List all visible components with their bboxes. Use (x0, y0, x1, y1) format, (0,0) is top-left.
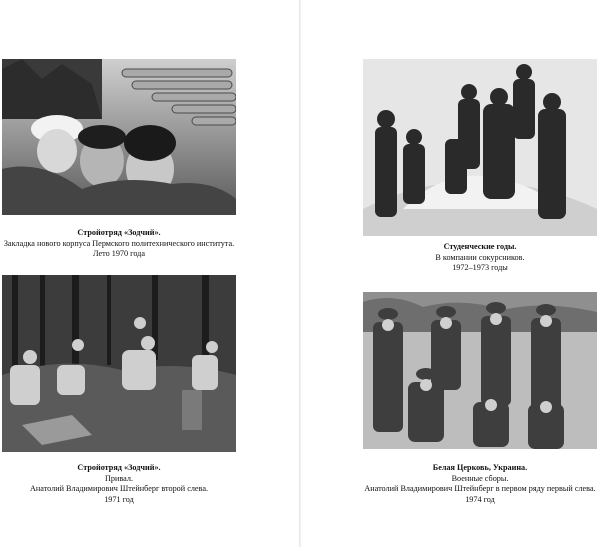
caption-title: Студенческие годы. (443, 242, 517, 251)
photo-rest-stop-1971 (2, 275, 236, 452)
caption-line: Закладка нового корпуса Пермского политехнического института. (3, 238, 235, 248)
caption-line: Анатолий Владимирович Штейнберг второй слева. (29, 484, 209, 493)
photo-military-training-1974 (363, 292, 597, 449)
caption-line: Военные сборы. (451, 473, 509, 483)
caption-date: Лето 1970 года (93, 249, 145, 258)
caption-line: Привал. (105, 473, 133, 483)
caption-line: Анатолий Владимирович Штейнберг в первом ряду первый слева. (364, 484, 596, 493)
caption-photo-4 (363, 463, 597, 505)
caption-title: Стройотряд «Зодчий». (77, 463, 161, 472)
caption-title: Белая Церковь, Украина. (432, 463, 528, 472)
photo-student-years (363, 59, 597, 236)
caption-date: 1974 год (465, 494, 495, 504)
caption-date: 1971 год (104, 494, 134, 504)
caption-photo-1 (2, 228, 236, 260)
caption-date: 1972–1973 годы (452, 263, 508, 272)
book-gutter (299, 0, 301, 547)
caption-photo-2 (363, 242, 597, 274)
caption-line: В компании сокурсников. (435, 252, 525, 262)
photo-construction-brigade-1970 (2, 59, 236, 215)
caption-title: Стройотряд «Зодчий». (77, 228, 161, 237)
caption-photo-3 (2, 463, 236, 505)
